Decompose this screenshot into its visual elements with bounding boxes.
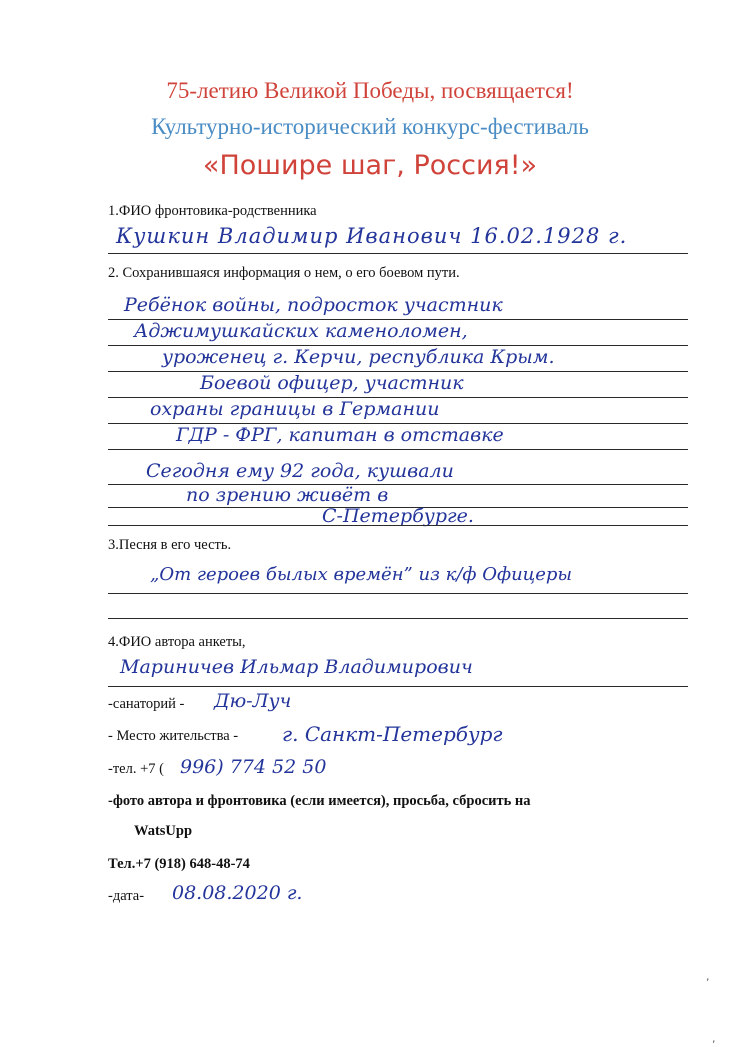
q3-label: 3.Песня в его честь. [108,537,232,553]
q3-rule-1 [108,593,688,594]
date-label: -дата- [108,888,145,904]
q2-rule-6 [108,449,688,450]
q2-line-5: охраны границы в Германии [150,398,440,420]
scan-mark: , [706,970,710,983]
q2-line-1: Ребёнок войны, подросток участник [124,294,503,316]
q4-answer: Мариничев Ильмар Владимирович [120,656,473,678]
q4-label: 4.ФИО автора анкеты, [108,634,246,650]
phone-value: 996) 774 52 50 [180,756,327,778]
q2-line-8: по зрению живёт в [186,484,389,506]
q2-label: 2. Сохранившаяся информация о нем, о его боевом пути. [108,265,460,281]
q3-answer: „От героев былых времён” из к/ф Офицеры [150,564,573,585]
q3-rule-2 [108,618,688,619]
phone-label: -тел. +7 ( [108,761,164,777]
sanatorium-value: Дю-Луч [214,690,292,712]
q1-label: 1.ФИО фронтовика-родственника [108,203,317,219]
photo-request-app: WatsUpp [134,823,193,839]
q1-answer-line [108,253,688,254]
header-festival-name: «Пошире шаг, Россия!» [202,150,538,181]
date-value: 08.08.2020 г. [172,882,303,904]
residence-value: г. Санкт-Петербург [282,722,503,746]
sanatorium-label: -санаторий - [108,696,185,712]
q2-line-2: Аджимушкайских каменоломен, [134,320,468,342]
photo-request-text: -фото автора и фронтовика (если имеется), просьба, сбросить на [108,793,531,809]
q2-line-9: С-Петербурге. [322,505,474,527]
header-contest-title: Культурно-исторический конкурс-фестиваль [151,114,589,139]
scan-mark: , [712,1032,716,1045]
contact-phone: Тел.+7 (918) 648-48-74 [108,856,250,872]
q2-line-4: Боевой офицер, участник [200,372,464,394]
q1-answer: Кушкин Владимир Иванович 16.02.1928 г. [116,224,628,248]
q4-rule [108,686,688,687]
header-dedication: 75-летию Великой Победы, посвящается! [166,78,574,103]
q2-line-6: ГДР - ФРГ, капитан в отставке [176,424,504,446]
q2-line-3: уроженец г. Керчи, республика Крым. [162,346,555,368]
q2-line-7: Сегодня ему 92 года, кушвали [146,460,454,482]
q2-rule-9 [108,525,688,526]
residence-label: - Место жительства - [108,728,239,744]
